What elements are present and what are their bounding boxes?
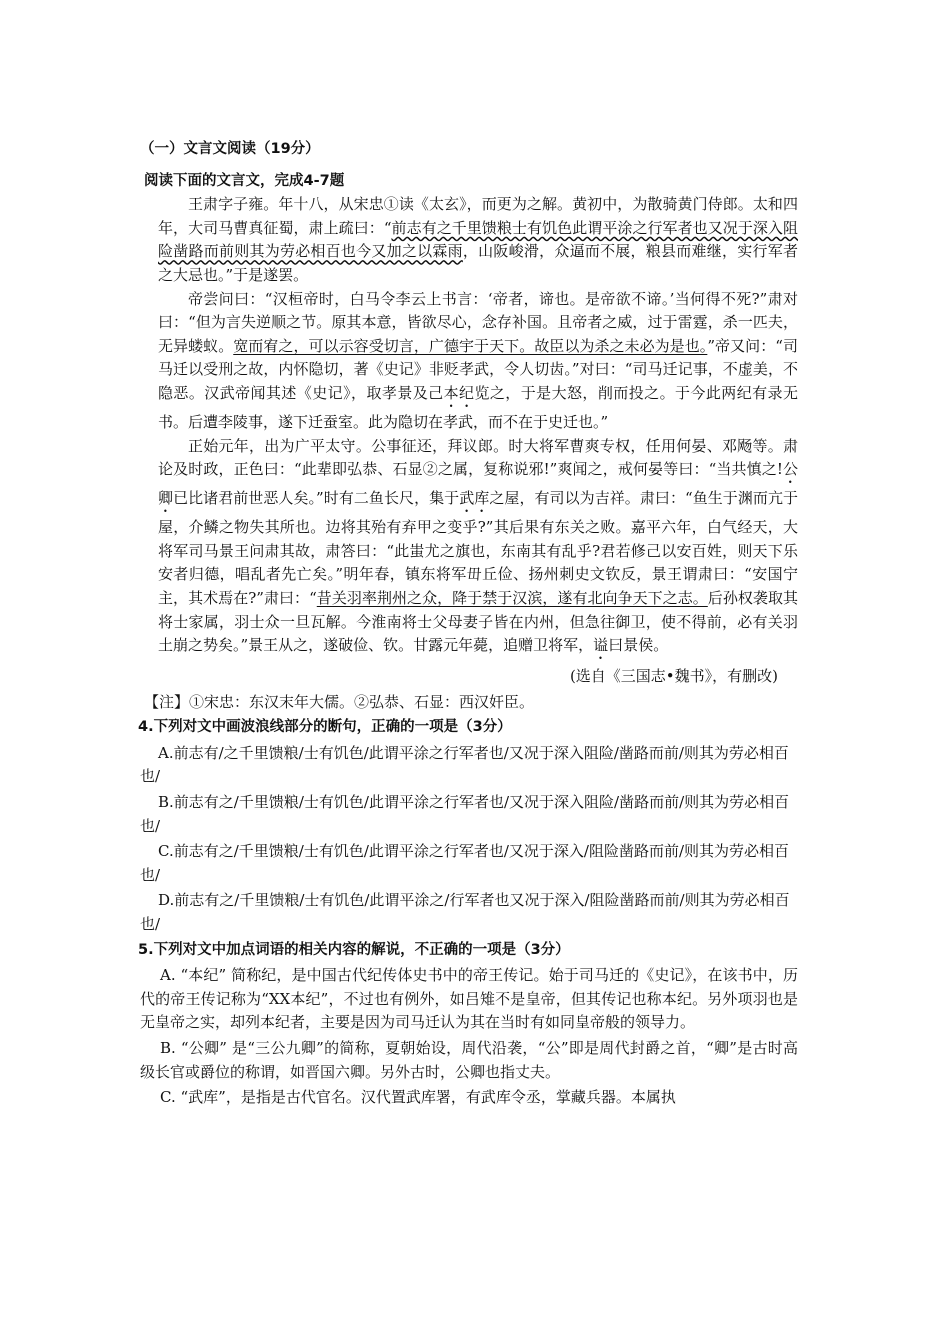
text-span: 已比诸君前世恶人矣。”时有二鱼长尺，集于 [173, 489, 460, 508]
dotted-term-gongqing: 公卿 [158, 460, 798, 508]
text-span: 览之，于是大怒，削而投之。于今此两纪有录无书。后遭李陵事，遂下迁蚕室。此为隐切在孝武，而不在于史迁也。” [158, 383, 798, 431]
passage-paragraph-2 [158, 288, 798, 435]
question-4-option-b: B.前志有之/千里馈粮/士有饥色/此谓平涂之行军者也/又况于深入阻险/凿路而前/则其为劳必相百也/ [140, 793, 790, 835]
question-4-title: 4.下列对文中画波浪线部分的断句，正确的一项是（3分） [138, 719, 512, 736]
document-page [138, 138, 799, 1112]
passage-paragraph-1 [158, 193, 798, 287]
passage-paragraph-3 [158, 435, 798, 664]
dotted-term-shi: 谥 [593, 636, 609, 655]
source-citation: (选自《三国志•魏书》，有删改) [569, 667, 778, 686]
text-span: 王肃字子雍。年十八，从宋忠①读《太玄》，而更为之解。黄初中，为散骑黄门侍郎。太和四年，大司马曹真征蜀，肃上疏曰：“ [158, 195, 798, 237]
text-span: 之屋，有司以为吉祥。肃曰：“鱼生于渊而亢于屋，介鳞之物失其所也。边将其殆有弃甲之变乎?”其后果有东关之败。嘉平六年，白气经天，大将军司马景王问肃其故，肃答曰：“此蚩尤之旗也，东南其有乱乎?君若修己以安百姓，则天下乐安者归德，唱乱者先亡矣。”明年春，镇东将军毌丘俭、扬州刺史文钦反，景王谓肃曰：“安国宁主，其术焉在?”肃曰：“ [158, 489, 799, 607]
wavy-underlined-text: 前志有之千里馈粮士有饥色此谓平涂之行军者也又况于深入阻险凿路而前则其为劳必相百也今又加之以霖雨 [158, 218, 798, 261]
underlined-sentence-1: 宽而宥之，可以示容受切言，广德宇于天下。故臣以为杀之未必为是也。 [233, 336, 708, 355]
dotted-term-benji: 本纪 [443, 383, 475, 402]
question-5-option-a: A. “本纪” 简称纪，是中国古代纪传体史书中的帝王传记。始于司马迁的《史记》，在该书中，历代的帝王传记称为“XX本纪”，不过也有例外，如吕雉不是皇帝，但其传记也称本纪。另外项羽也是无皇帝之实，却列本纪者，主要是因为司马迁认为其在当时有如同皇帝般的领导力。 [140, 966, 798, 1032]
question-5-title: 5.下列对文中加点词语的相关内容的解说，不正确的一项是（3分） [138, 941, 570, 958]
question-4-option-a: A.前志有/之千里馈粮/士有饥色/此谓平涂之行军者也/又况于深入阻险/凿路而前/则其为劳必相百也/ [140, 743, 789, 786]
question-5-option-b: B. “公卿” 是“三公九卿”的简称，夏朝始设，周代沿袭，“公”即是周代封爵之首，“卿”是古时高级长官或爵位的称谓，如晋国六卿。另外古时，公卿也指丈夫。 [140, 1039, 798, 1081]
question-4-option-d: D.前志有之/千里馈粮/士有饥色/此谓平涂之/行军者也又况于深入/阻险凿路而前/则其为劳必相百也/ [140, 891, 790, 934]
text-span: ”帝又问：“司马迁以受刑之故，内怀隐切，著《史记》非贬孝武，令人切齿。”对曰：“司马迁记事，不虚美，不隐恶。汉武帝闻其述《史记》，取孝景及己 [158, 336, 798, 402]
footnote: 【注】①宋忠：东汉末年大儒。②弘恭、石显：西汉奸臣。 [144, 692, 535, 711]
question-4-option-c: C.前志有之/千里馈粮/士有饥色/此谓平涂之行军者也/又况于深入/阻险凿路而前/则其为劳必相百也/ [140, 842, 790, 884]
instruction: 阅读下面的文言文，完成4-7题 [144, 172, 345, 189]
text-span: 曰景侯。 [608, 636, 669, 655]
section-title: （一）文言文阅读（19分） [140, 141, 320, 157]
text-span: 正始元年，出为广平太守。公事征还，拜议郎。时大将军曹爽专权，任用何晏、邓飏等。肃论及时政，正色曰：“此辈即弘恭、石显②之属，复称说邪!”爽闻之，戒何晏等曰：“当共慎之! [158, 436, 798, 479]
underlined-sentence-2: 昔关羽率荆州之众，降于禁于汉滨，遂有北向争天下之志。 [316, 588, 708, 607]
dotted-term-wuku: 武库 [459, 489, 490, 508]
text-span: 帝尝问曰：“汉桓帝时，白马令李云上书言：‘帝者，谛也。是帝欲不谛。’当何得不死?”肃对曰：“但为言失逆顺之节。原其本意，皆欲尽心，念存补国。且帝者之威，过于雷霆，杀一匹夫，无异蝼蚁。 [158, 289, 798, 355]
text-span: ，山阪峻滑，众逼而不展，粮县而难继，实行军者之大忌也。”于是遂罢。 [158, 242, 798, 284]
question-5-option-c: C. “武库”，是指是古代官名。汉代置武库署，有武库令丞，掌藏兵器。本属执 [160, 1088, 676, 1107]
text-span: 后孙权袭取其将士家属，羽士众一旦瓦解。今淮南将士父母妻子皆在内州，但急往御卫，使不得前，必有关羽土崩之势矣。”景王从之，遂破俭、钦。甘露元年薨，追赠卫将军， [158, 588, 798, 655]
